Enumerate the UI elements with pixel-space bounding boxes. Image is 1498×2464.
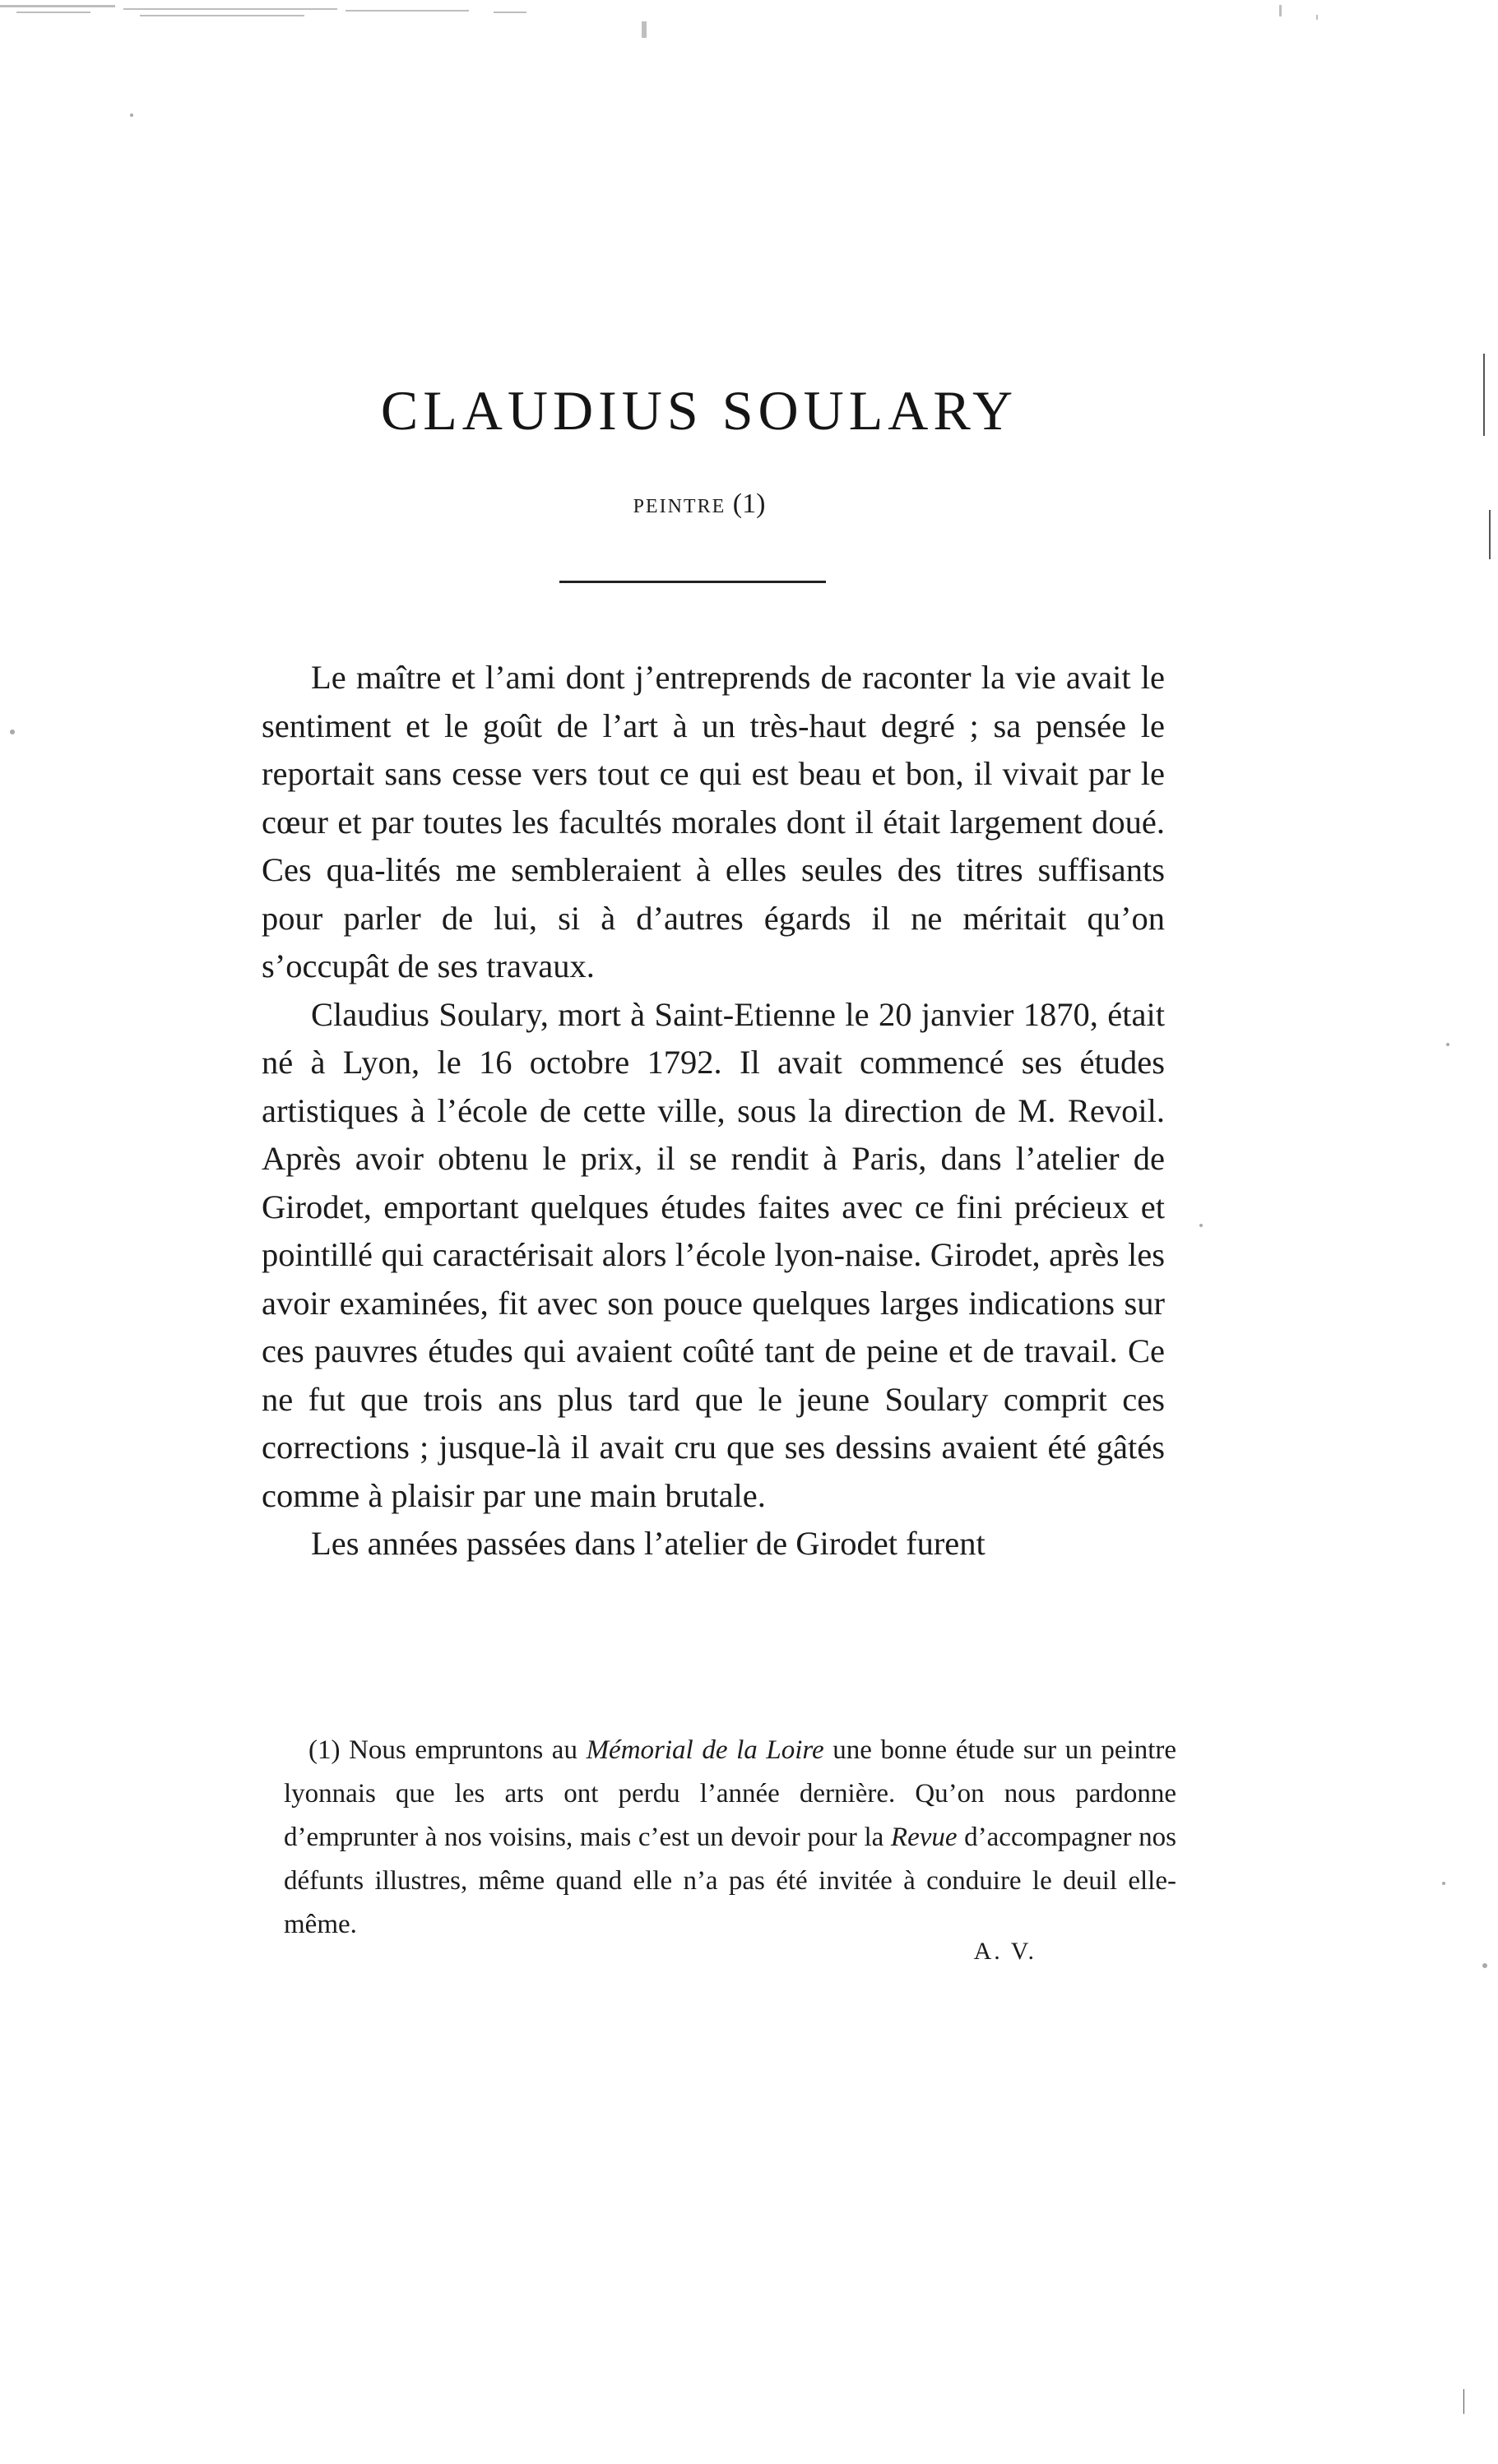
footnote-source: Mémorial de la Loire [586,1735,824,1765]
right-margin-mark [1489,510,1491,559]
footnote-text-middle: une bonne étude sur un peintre lyonnais que les arts ont perdu l’année dernière. Qu’on nous pardonne d’emprunter à nos voisins, mais c’est un devoir pour la [284,1735,1176,1852]
article-title: CLAUDIUS SOULARY [380,379,1018,442]
footnote-text-after: d’accompagner nos défunts illustres, même quand elle n’a pas été invitée à conduire le deuil elle-même. [284,1823,1177,1939]
title-rule [559,581,826,583]
right-margin-mark [1463,2389,1464,2414]
footnote-marker: (1) [308,1735,341,1765]
subtitle-word: PEINTRE [633,496,726,517]
footnote-reference: (1) [732,489,766,519]
article-body [262,654,1165,1568]
body-paragraph: Les années passées dans l’atelier de Girodet furent [311,1525,986,1562]
body-paragraph: Le maître et l’ami dont j’entreprends de raconter la vie avait le sentiment et le goût de l’art à un très-haut degré ; sa pensée le reportait sans cesse vers tout ce qui est beau et bon, il vivait par le cœur et par toutes les facultés morales dont il était largement doué. Ces qua-lités me sembleraient à elles seules des titres suffisants pour parler de lui, si à d’autres égards il ne méritait qu’on s’occupât de ses travaux. [262,659,1165,984]
article-subtitle [247,489,1152,520]
footnote-signature: A. V. [973,1938,1037,1965]
footnote [284,1729,1176,1947]
body-paragraph: Claudius Soulary, mort à Saint-Etienne le 20 janvier 1870, était né à Lyon, le 16 octobre 1792. Il avait commencé ses études artistiques à l’école de cette ville, sous la direction de M. Revoil. Après avoir obtenu le prix, il se rendit à Paris, dans l’atelier de Girodet, emportant quelques études faites avec ce fini précieux et pointillé qui caractérisait alors l’école lyon-naise. Girodet, après les avoir examinées, fit avec son pouce quelques larges indications sur ces pauvres études qui avaient coûté tant de peine et de travail. Ce ne fut que trois ans plus tard que le jeune Soulary comprit ces corrections ; jusque-là il avait cru que ses dessins avaient été gâtés comme à plaisir par une main brutale. [262,995,1165,1514]
footnote-journal: Revue [890,1823,958,1852]
footnote-text [284,1729,1176,1947]
right-margin-mark [1483,354,1485,436]
footnote-text-before: Nous empruntons au [349,1735,577,1765]
